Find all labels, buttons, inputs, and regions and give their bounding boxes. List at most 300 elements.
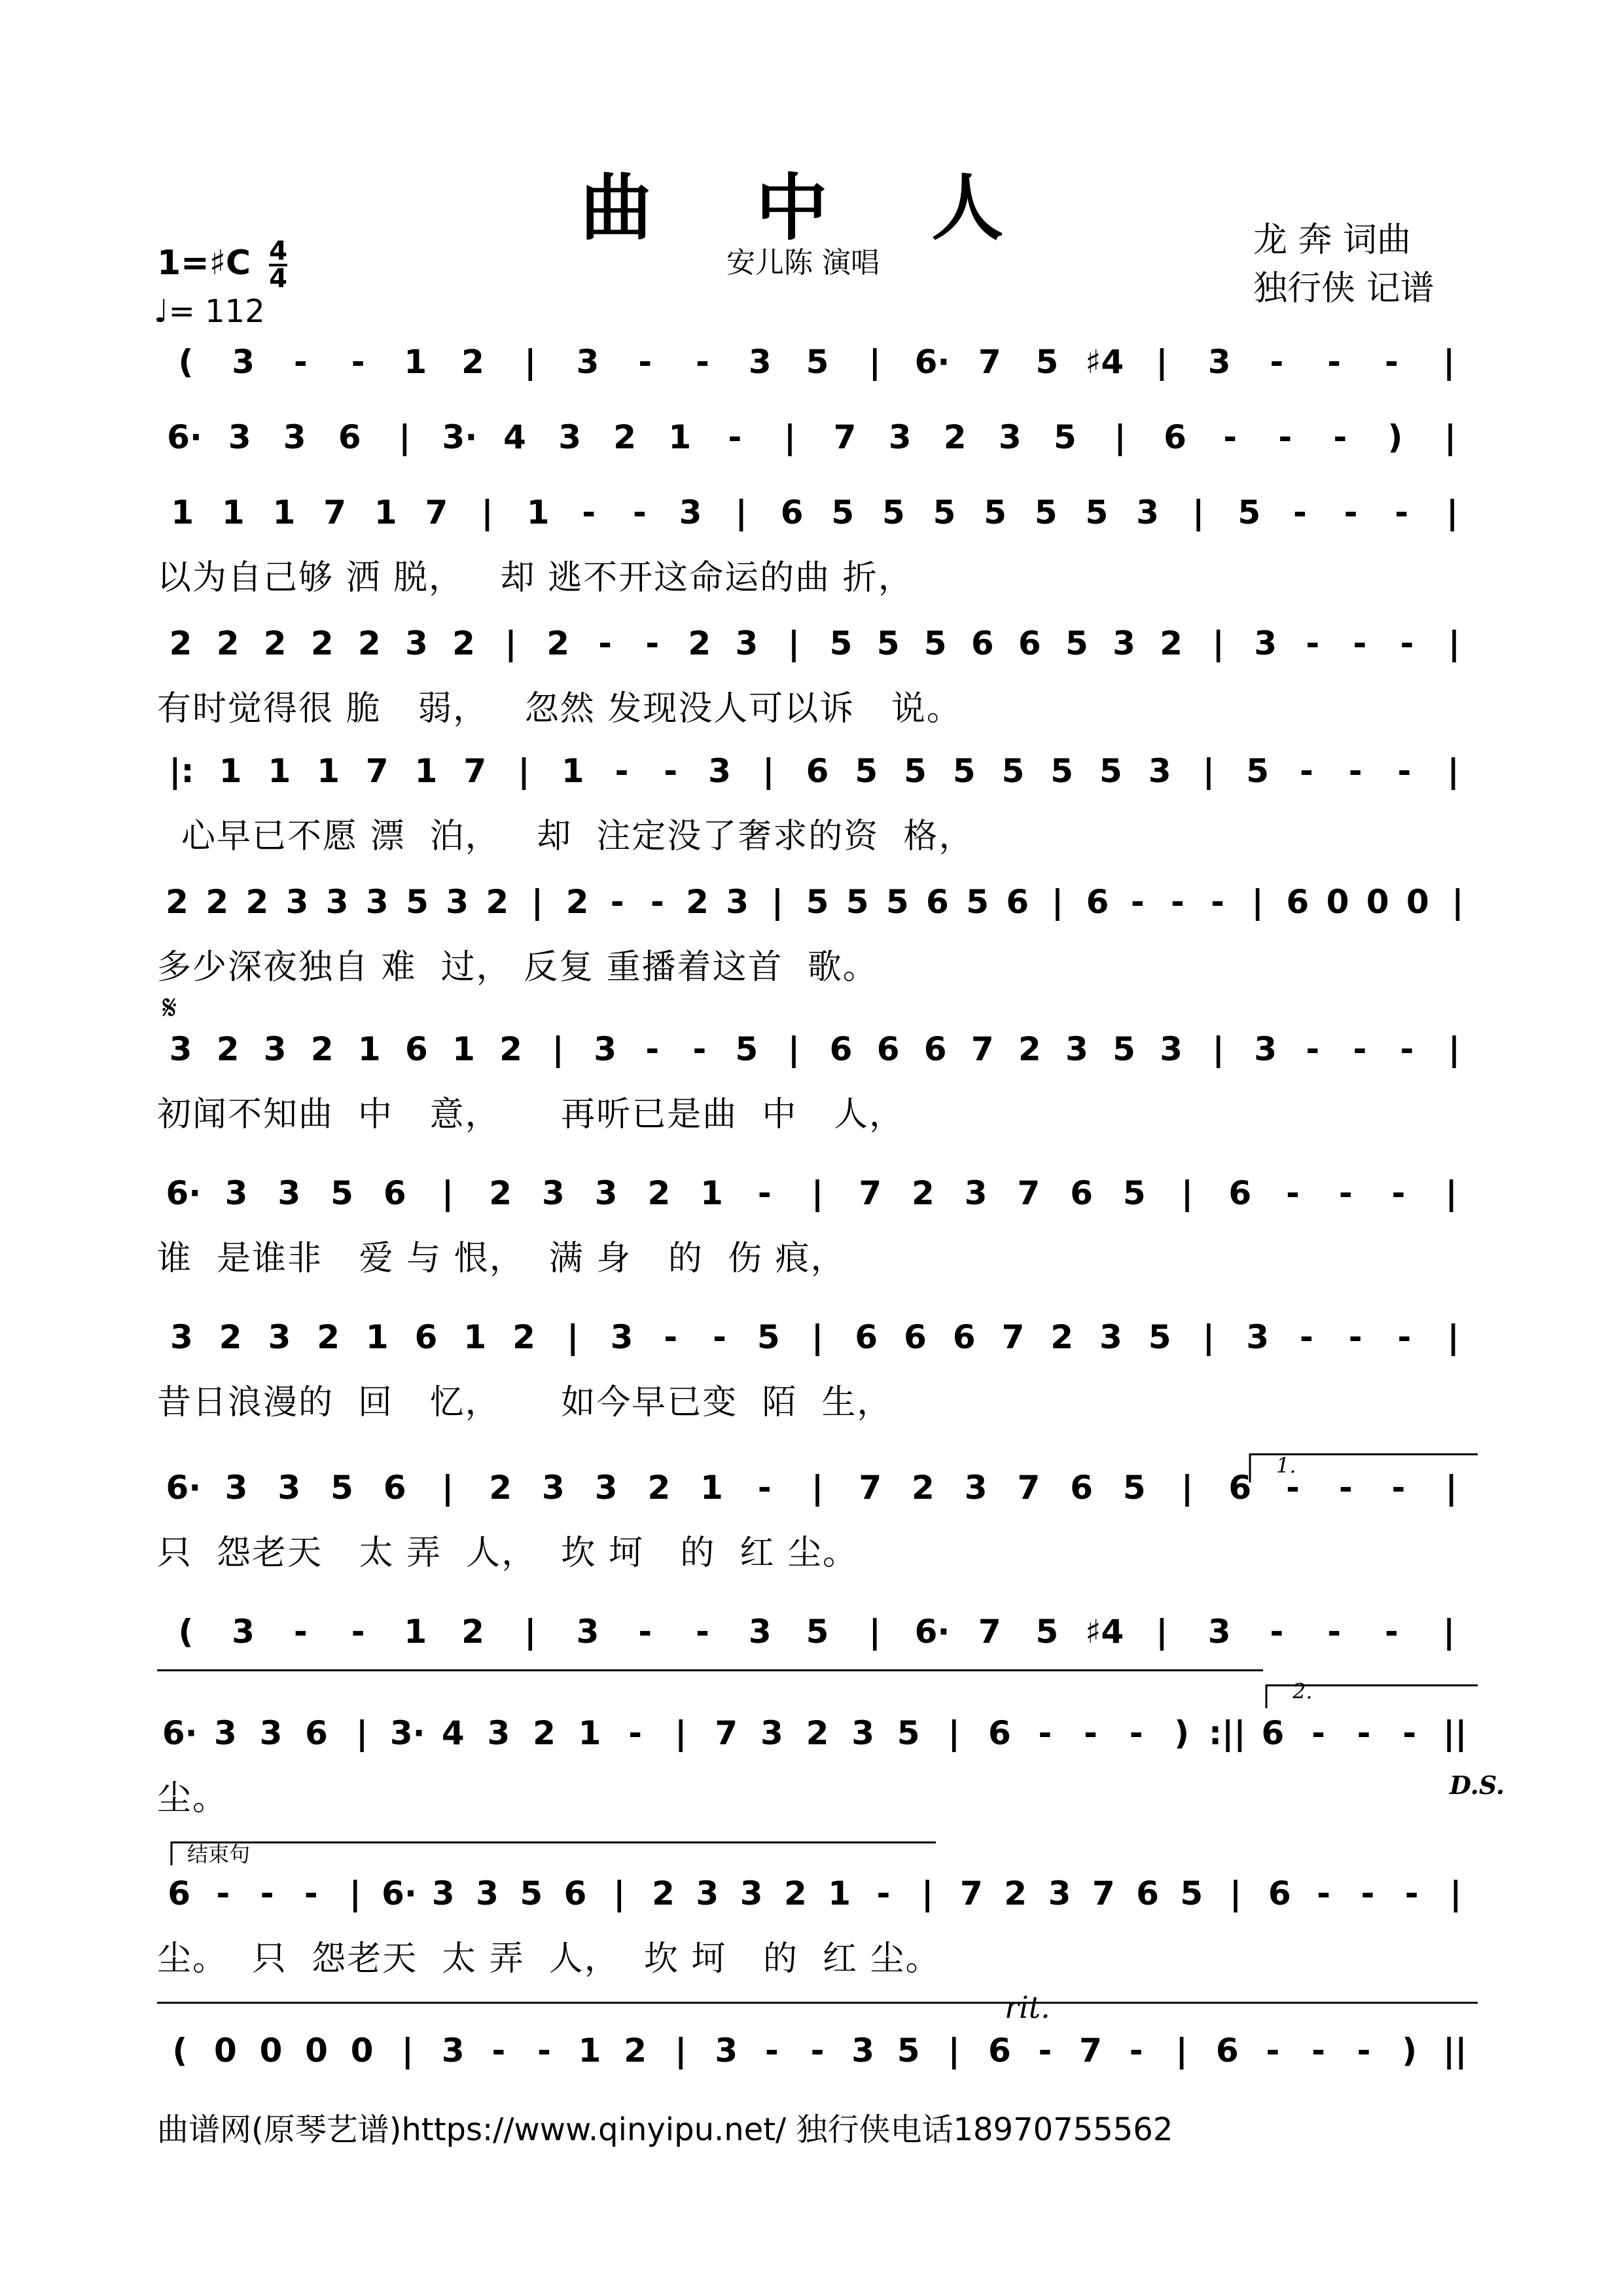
score-note: 0 — [1366, 883, 1389, 921]
score-note: 3 — [542, 1469, 565, 1507]
score-note: 3 — [1065, 1030, 1088, 1068]
score-note: 5 — [882, 493, 905, 531]
score-note: 7 — [859, 1469, 882, 1507]
score-note: 6 — [338, 418, 361, 456]
score-note: 6· — [167, 418, 202, 456]
score-note: 0 — [1406, 883, 1429, 921]
score-note: 5 — [1034, 493, 1058, 531]
score-note: | — [399, 418, 411, 456]
score-note: 6 — [305, 1714, 328, 1752]
score-note: 3 — [232, 343, 255, 381]
score-note: ( — [172, 2032, 188, 2070]
score-note: | — [567, 1318, 579, 1356]
score-note: - — [757, 1469, 772, 1507]
score-note: 6 — [855, 1318, 878, 1356]
segno-sign: 𝄋 — [162, 988, 177, 1028]
score-note: - — [757, 1174, 772, 1212]
score-note: 6· — [382, 1874, 417, 1912]
score-note: | — [948, 1714, 960, 1752]
score-note: - — [1317, 1874, 1330, 1912]
score-note: | — [524, 343, 537, 381]
score-note: 3 — [1136, 493, 1159, 531]
score-note: 3 — [1207, 1613, 1231, 1651]
score-note: 3 — [715, 2032, 738, 2070]
score-note: | — [1175, 2032, 1188, 2070]
score-note: 6 — [876, 1030, 900, 1068]
score-note: | — [921, 1874, 934, 1912]
score-note: 2 — [1018, 1030, 1041, 1068]
score-note: - — [1170, 883, 1185, 921]
score-note: 2 — [624, 2032, 647, 2070]
score-note: - — [1361, 1874, 1375, 1912]
score-note: 7 — [833, 418, 857, 456]
score-note: - — [1404, 1874, 1419, 1912]
score-note: 6 — [1070, 1469, 1093, 1507]
score-note: 2 — [1050, 1318, 1074, 1356]
score-note: ) — [1402, 2032, 1418, 2070]
score-note: - — [632, 493, 647, 531]
score-note: - — [1306, 1030, 1320, 1068]
score-note: 3 — [1254, 624, 1277, 662]
score-note: 3 — [1148, 752, 1171, 790]
score-note: 3 — [594, 1469, 618, 1507]
score-note: - — [728, 418, 742, 456]
score-note: | — [1448, 624, 1461, 662]
score-note: 3 — [285, 883, 309, 921]
score-note: 3 — [263, 1030, 287, 1068]
score-note: - — [1397, 1318, 1412, 1356]
score-note: - — [1385, 1613, 1399, 1651]
score-note: 5 — [1180, 1874, 1204, 1912]
score-note: - — [1338, 1469, 1353, 1507]
score-note: 3 — [277, 1174, 301, 1212]
score-note: - — [1353, 1030, 1367, 1068]
score-note: - — [1400, 1030, 1414, 1068]
score-note: 1 — [828, 1874, 851, 1912]
score-note: 6 — [1215, 2032, 1239, 2070]
score-note: 2 — [647, 1174, 671, 1212]
performer: 安儿陈 演唱 — [726, 246, 880, 279]
score-note: 3 — [726, 883, 749, 921]
score-note: - — [1400, 624, 1414, 662]
score-note: | — [1212, 1030, 1224, 1068]
lyric-line: 尘。 — [157, 1779, 228, 1818]
score-note: 5 — [806, 883, 829, 921]
score-note: 5 — [1113, 1030, 1135, 1068]
score-note: 5 — [330, 1469, 353, 1507]
score-note: 5 — [1035, 1613, 1059, 1651]
score-note: 7 — [1001, 1318, 1025, 1356]
score-note: 6 — [383, 1469, 406, 1507]
score-note: 2 — [245, 883, 269, 921]
score-note: 5 — [897, 2032, 920, 2070]
score-note: 3 — [446, 883, 469, 921]
lyric-line: 心早已不愿 漂 泊， 却 注定没了奢求的资 格， — [157, 817, 974, 856]
score-note: 2 — [263, 624, 287, 662]
score-note: | — [1202, 752, 1215, 790]
score-note: 2 — [613, 418, 637, 456]
score-note: - — [810, 2032, 825, 2070]
score-note: 3 — [1048, 1874, 1071, 1912]
score-note: | — [356, 1714, 368, 1752]
score-note: 7 — [425, 493, 448, 531]
score-note: | — [1444, 418, 1457, 456]
score-note: - — [1223, 418, 1238, 456]
score-note: | — [868, 343, 881, 381]
score-note: 1 — [561, 752, 584, 790]
score-note: 5 — [1238, 493, 1261, 531]
score-note: 4 — [441, 1714, 465, 1752]
score-note: 6 — [988, 2032, 1011, 2070]
score-systems — [157, 343, 1467, 2070]
score-note: 7 — [463, 752, 487, 790]
score-note: 6 — [1261, 1714, 1285, 1752]
score-note: - — [1266, 2032, 1280, 2070]
score-note: | — [1202, 1318, 1215, 1356]
score-note: 7 — [323, 493, 347, 531]
score-note: - — [1270, 343, 1284, 381]
score-note: | — [811, 1174, 824, 1212]
score-note: - — [664, 752, 678, 790]
score-note: 5 — [904, 752, 927, 790]
score-note: - — [351, 1613, 365, 1651]
score-note: - — [260, 1874, 274, 1912]
score-note: 3 — [760, 1714, 783, 1752]
score-note: - — [1130, 883, 1145, 921]
score-note: 5 — [757, 1318, 780, 1356]
score-note: - — [1348, 752, 1363, 790]
score-note: - — [645, 624, 660, 662]
score-note: 5 — [846, 883, 869, 921]
score-note: 1 — [668, 418, 692, 456]
score-note: | — [787, 1030, 800, 1068]
score-note: | — [518, 752, 530, 790]
score-note: 1 — [404, 1613, 427, 1651]
score-note: 6 — [904, 1318, 927, 1356]
score-note: :|| — [1209, 1714, 1246, 1752]
score-note: | — [1447, 1318, 1459, 1356]
score-note: - — [1311, 2032, 1325, 2070]
score-note: 3 — [964, 1469, 988, 1507]
score-note: 5 — [1122, 1174, 1146, 1212]
score-note: 3 — [224, 1469, 248, 1507]
time-sig-top: 4 — [269, 236, 288, 266]
score-note: ) — [1387, 418, 1403, 456]
score-note: 3 — [169, 1318, 193, 1356]
score-note: 3 — [998, 418, 1022, 456]
score-note: 3 — [558, 418, 582, 456]
score-note: - — [1038, 2032, 1052, 2070]
score-note: - — [537, 2032, 551, 2070]
score-note: | — [1447, 752, 1459, 790]
score-note: 6· — [162, 1714, 198, 1752]
score-note: 5 — [1122, 1469, 1146, 1507]
score-note: 4 — [503, 418, 526, 456]
score-note: - — [1129, 2032, 1143, 2070]
score-note: 5 — [831, 493, 855, 531]
score-note: 6 — [988, 1714, 1011, 1752]
score-note: | — [1452, 883, 1464, 921]
score-note: 3 — [594, 1174, 618, 1212]
score-note: - — [615, 752, 629, 790]
score-note: 3 — [679, 493, 702, 531]
score-note: 2 — [652, 1874, 675, 1912]
score-note: 6 — [414, 1318, 438, 1356]
score-note: 1 — [578, 1714, 601, 1752]
lyric-line: 谁 是谁非 爱 与 恨， 满 身 的 伤 痕， — [157, 1239, 846, 1278]
score-note: 2 — [686, 883, 709, 921]
score-note: 1 — [268, 752, 291, 790]
score-note: 6 — [780, 493, 804, 531]
score-note: 2 — [512, 1318, 535, 1356]
score-note: 6 — [1268, 1874, 1291, 1912]
score-note: - — [598, 624, 613, 662]
volta-1-bracket — [1250, 1454, 1478, 1482]
score-note: - — [696, 343, 709, 381]
score-note: - — [491, 2032, 506, 2070]
score-note: | — [1445, 1174, 1457, 1212]
score-note: 3 — [748, 343, 772, 381]
score-note: | — [1156, 343, 1168, 381]
score-note: | — [1156, 1613, 1168, 1651]
score-note: | — [613, 1874, 626, 1912]
score-note: 2 — [205, 883, 229, 921]
score-note: 2 — [489, 1174, 512, 1212]
score-note: 1 — [700, 1469, 723, 1507]
score-note: 1 — [222, 493, 245, 531]
score-note: | — [868, 1613, 881, 1651]
score-note: 0 — [213, 2032, 237, 2070]
score-note: - — [1311, 1714, 1325, 1752]
score-note: 3 — [169, 1030, 192, 1068]
score-note: | — [1114, 418, 1126, 456]
score-note: 3 — [487, 1714, 510, 1752]
score-note: | — [531, 883, 544, 921]
score-note: ( — [178, 343, 194, 381]
score-note: 6 — [1136, 1874, 1159, 1912]
score-note: 3 — [224, 1174, 248, 1212]
score-note: 1 — [357, 1030, 381, 1068]
score-note: || — [1442, 1714, 1467, 1752]
score-note: | — [783, 418, 796, 456]
score-note: | — [735, 493, 747, 531]
score-note: 5 — [855, 752, 878, 790]
score-note: - — [1300, 1318, 1313, 1356]
score-note: 1 — [272, 493, 296, 531]
score-note: 1 — [365, 1318, 389, 1356]
score-note: 0 — [259, 2032, 283, 2070]
score-note: - — [582, 493, 596, 531]
lyric-line: 以为自己够 洒 脱， 却 逃不开这命运的曲 折， — [157, 558, 914, 598]
score-note: 3 — [476, 1874, 499, 1912]
score-note: - — [645, 1030, 660, 1068]
score-note: - — [664, 1318, 678, 1356]
score-note: 2 — [489, 1469, 512, 1507]
score-note: - — [1348, 1318, 1363, 1356]
score-note: | — [441, 1469, 454, 1507]
score-note: |: — [169, 752, 194, 790]
score-note: 6 — [404, 1030, 428, 1068]
page-title: 曲 中 人 — [580, 166, 1043, 250]
score-note: 6 — [383, 1174, 406, 1212]
score-note: - — [1357, 1714, 1371, 1752]
score-note: 1 — [463, 1318, 487, 1356]
score-note: 6 — [806, 752, 829, 790]
score-note: 6· — [914, 1613, 950, 1651]
score-note: 6 — [168, 1874, 191, 1912]
score-note: - — [1293, 493, 1307, 531]
score-note: 5 — [330, 1174, 353, 1212]
score-note: 2 — [546, 624, 570, 662]
score-note: | — [771, 883, 783, 921]
score-note: 1 — [171, 493, 194, 531]
score-note: 3 — [748, 1613, 772, 1651]
score-note: 1 — [526, 493, 550, 531]
score-note: 5 — [923, 624, 947, 662]
score-note: 6 — [1006, 883, 1029, 921]
score-note: 2 — [461, 343, 484, 381]
score-note: - — [1286, 1174, 1300, 1212]
score-note: - — [713, 1318, 726, 1356]
score-note: 2 — [499, 1030, 522, 1068]
score-note: - — [1129, 1714, 1143, 1752]
score-note: 5 — [966, 883, 990, 921]
score-note: 5 — [1099, 752, 1122, 790]
score-note: 5 — [876, 624, 900, 662]
score-note: | — [675, 1714, 687, 1752]
score-note: - — [1391, 1174, 1406, 1212]
score-note: 2 — [1004, 1874, 1027, 1912]
score-note: 3 — [404, 624, 428, 662]
score-note: || — [1442, 2032, 1467, 2070]
score-note: | — [1446, 493, 1459, 531]
score-note: 6 — [926, 883, 949, 921]
score-note: 6· — [166, 1174, 202, 1212]
score-note: 5 — [933, 493, 956, 531]
score-note: 6 — [1228, 1469, 1252, 1507]
score-note: 2 — [912, 1174, 935, 1212]
score-note: 3 — [888, 418, 912, 456]
score-note: | — [1251, 883, 1264, 921]
transcriber: 独行侠 记谱 — [1253, 269, 1435, 308]
score-note: 5 — [1065, 624, 1088, 662]
score-note: 3 — [576, 343, 599, 381]
score-note: | — [1181, 1174, 1194, 1212]
score-note: - — [293, 343, 308, 381]
score-note: | — [1229, 1874, 1242, 1912]
lyricist-composer: 龙 奔 词曲 — [1253, 221, 1412, 260]
score-note: - — [651, 883, 664, 921]
score-note: - — [628, 1714, 643, 1752]
score-note: 6 — [1086, 883, 1109, 921]
score-note: 3 — [851, 1714, 874, 1752]
lyric-line: 有时觉得很 脆 弱， 忽然 发现没人可以诉 说。 — [157, 689, 962, 728]
score-note: | — [349, 1874, 361, 1912]
score-note: 3 — [708, 752, 731, 790]
score-note: 2 — [806, 1714, 829, 1752]
score-note: 6 — [1286, 883, 1310, 921]
volta-2-bracket — [1266, 1685, 1478, 1708]
score-note: 2 — [219, 1318, 242, 1356]
score-note: 3 — [1113, 624, 1135, 662]
score-note: 2 — [943, 418, 967, 456]
score-note: | — [1212, 624, 1224, 662]
score-note: - — [1286, 1469, 1300, 1507]
score-note: 3 — [1099, 1318, 1122, 1356]
score-note: 5 — [885, 883, 909, 921]
score-note: | — [552, 1030, 564, 1068]
key-label: 1=♯C — [157, 243, 251, 283]
score-note: - — [696, 1613, 709, 1651]
score-note: 5 — [897, 1714, 920, 1752]
score-note: 5 — [520, 1874, 543, 1912]
score-note: 5 — [1246, 752, 1270, 790]
score-note: 3 — [735, 624, 758, 662]
tempo-marking: ♩= 112 — [154, 293, 265, 330]
score-note: 6 — [1018, 624, 1041, 662]
score-note: 3 — [228, 418, 251, 456]
score-note: 6 — [1070, 1174, 1093, 1212]
score-note: 6 — [923, 1030, 947, 1068]
score-note: - — [638, 1613, 652, 1651]
lyric-line: 初闻不知曲 中 意， 再听已是曲 中 人， — [157, 1095, 904, 1134]
score-note: ) — [1174, 1714, 1190, 1752]
score-note: 5 — [1148, 1318, 1171, 1356]
score-note: 3 — [232, 1613, 255, 1651]
rit-marking: rit. — [1005, 1990, 1050, 2025]
time-sig-bottom: 4 — [269, 264, 288, 294]
score-note: 1 — [578, 2032, 601, 2070]
score-note: - — [216, 1874, 230, 1912]
footer-text: 曲谱网(原琴艺谱)https://www.qinyipu.net/ 独行侠电话18970755562 — [157, 2111, 1173, 2148]
score-note: 3 — [610, 1318, 633, 1356]
score-note: 6 — [829, 1030, 853, 1068]
score-note: - — [1344, 493, 1358, 531]
lyric-line: 多少深夜独自 难 过， 反复 重播着这首 歌。 — [157, 948, 878, 987]
score-note: 5 — [952, 752, 976, 790]
score-note: - — [1327, 1613, 1342, 1651]
score-note: | — [787, 624, 800, 662]
score-note: | — [1192, 493, 1205, 531]
score-note: 2 — [912, 1469, 935, 1507]
score-note: 7 — [978, 343, 1001, 381]
score-note: 6 — [1228, 1174, 1252, 1212]
score-note: 0 — [350, 2032, 374, 2070]
score-note: - — [1333, 418, 1347, 456]
score-note: 3 — [740, 1874, 763, 1912]
score-note: 2 — [357, 624, 381, 662]
score-note: - — [1338, 1174, 1353, 1212]
score-note: 2 — [647, 1469, 671, 1507]
score-note: 5 — [984, 493, 1007, 531]
score-note: - — [1357, 2032, 1371, 2070]
score-note: 3 — [365, 883, 389, 921]
score-note: | — [811, 1469, 824, 1507]
score-note: | — [948, 2032, 960, 2070]
score-note: 1 — [414, 752, 438, 790]
score-note: 1 — [700, 1174, 723, 1212]
score-note: 2 — [310, 624, 334, 662]
score-note: 0 — [305, 2032, 328, 2070]
score-note: 7 — [1079, 2032, 1102, 2070]
score-note: - — [1270, 1613, 1284, 1651]
score-note: 6 — [563, 1874, 587, 1912]
score-note: 5 — [829, 624, 853, 662]
score-note: 3 — [696, 1874, 719, 1912]
score-note: - — [351, 343, 365, 381]
score-note: 7 — [960, 1874, 983, 1912]
score-note: | — [441, 1174, 454, 1212]
